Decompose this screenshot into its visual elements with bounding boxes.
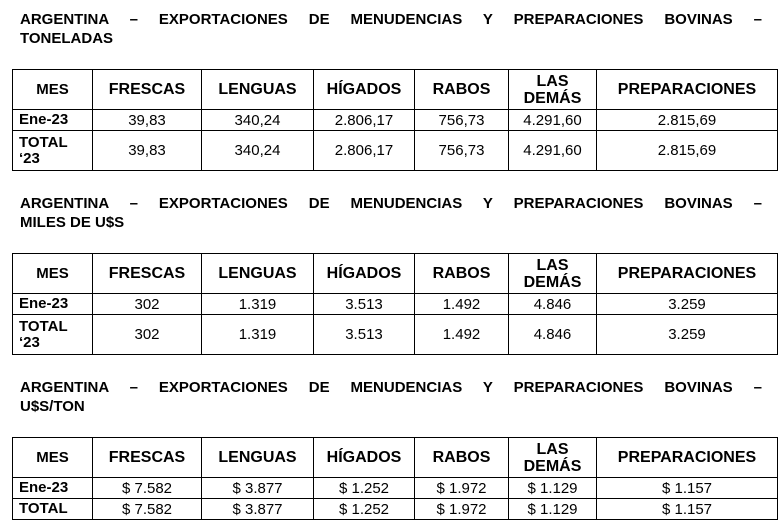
row-label: TOTAL bbox=[13, 499, 93, 520]
cell-higados: 3.513 bbox=[314, 294, 415, 315]
cell-preparaciones: 2.815,69 bbox=[597, 131, 778, 171]
section-2-title-line1: ARGENTINA – EXPORTACIONES DE MENUDENCIAS Y PREPARACIONES BOVINAS – bbox=[20, 195, 762, 212]
cell-higados: $ 1.252 bbox=[314, 499, 415, 520]
table-row bbox=[13, 478, 778, 499]
header-mes: MES bbox=[13, 438, 93, 478]
section-3-title-line1: ARGENTINA – EXPORTACIONES DE MENUDENCIAS Y PREPARACIONES BOVINAS – bbox=[20, 379, 762, 396]
header-mes: MES bbox=[13, 70, 93, 110]
cell-frescas: 39,83 bbox=[93, 110, 202, 131]
cell-las-demas: 4.846 bbox=[509, 294, 597, 315]
cell-preparaciones: $ 1.157 bbox=[597, 499, 778, 520]
cell-lenguas: 340,24 bbox=[202, 110, 314, 131]
cell-las-demas: 4.846 bbox=[509, 315, 597, 355]
header-preparaciones: PREPARACIONES bbox=[597, 70, 778, 110]
section-1-title bbox=[20, 10, 762, 48]
header-rabos: RABOS bbox=[415, 254, 509, 294]
cell-lenguas: $ 3.877 bbox=[202, 499, 314, 520]
section-1-title-line1: ARGENTINA – EXPORTACIONES DE MENUDENCIAS Y PREPARACIONES BOVINAS – bbox=[20, 11, 762, 28]
cell-preparaciones: 3.259 bbox=[597, 294, 778, 315]
cell-las-demas: 4.291,60 bbox=[509, 110, 597, 131]
header-lenguas: LENGUAS bbox=[202, 70, 314, 110]
cell-rabos: $ 1.972 bbox=[415, 478, 509, 499]
cell-rabos: 1.492 bbox=[415, 315, 509, 355]
cell-higados: 2.806,17 bbox=[314, 110, 415, 131]
section-2-title bbox=[20, 194, 762, 232]
row-label: Ene-23 bbox=[13, 110, 93, 131]
table-row bbox=[13, 499, 778, 520]
cell-rabos: 1.492 bbox=[415, 294, 509, 315]
header-higados: HÍGADOS bbox=[314, 438, 415, 478]
cell-lenguas: 1.319 bbox=[202, 294, 314, 315]
header-lenguas: LENGUAS bbox=[202, 438, 314, 478]
row-label: TOTAL ‘23 bbox=[13, 315, 93, 355]
cell-las-demas: $ 1.129 bbox=[509, 499, 597, 520]
table-usd-ton bbox=[12, 437, 778, 520]
cell-higados: 2.806,17 bbox=[314, 131, 415, 171]
section-3-title bbox=[20, 378, 762, 416]
cell-las-demas: $ 1.129 bbox=[509, 478, 597, 499]
header-frescas: FRESCAS bbox=[93, 254, 202, 294]
cell-lenguas: 1.319 bbox=[202, 315, 314, 355]
cell-rabos: $ 1.972 bbox=[415, 499, 509, 520]
row-label: Ene-23 bbox=[13, 478, 93, 499]
table-miles-usd bbox=[12, 253, 778, 355]
table-header-row bbox=[13, 438, 778, 478]
cell-rabos: 756,73 bbox=[415, 131, 509, 171]
table-row bbox=[13, 315, 778, 355]
section-1-title-line2: TONELADAS bbox=[20, 30, 114, 47]
cell-las-demas: 4.291,60 bbox=[509, 131, 597, 171]
cell-frescas: $ 7.582 bbox=[93, 478, 202, 499]
cell-preparaciones: 2.815,69 bbox=[597, 110, 778, 131]
cell-frescas: 39,83 bbox=[93, 131, 202, 171]
cell-higados: $ 1.252 bbox=[314, 478, 415, 499]
header-las-demas: LAS DEMÁS bbox=[509, 438, 597, 478]
header-lenguas: LENGUAS bbox=[202, 254, 314, 294]
header-rabos: RABOS bbox=[415, 438, 509, 478]
cell-preparaciones: 3.259 bbox=[597, 315, 778, 355]
cell-frescas: $ 7.582 bbox=[93, 499, 202, 520]
header-higados: HÍGADOS bbox=[314, 70, 415, 110]
table-row bbox=[13, 110, 778, 131]
header-frescas: FRESCAS bbox=[93, 70, 202, 110]
cell-rabos: 756,73 bbox=[415, 110, 509, 131]
cell-lenguas: $ 3.877 bbox=[202, 478, 314, 499]
header-las-demas: LAS DEMÁS bbox=[509, 254, 597, 294]
header-preparaciones: PREPARACIONES bbox=[597, 438, 778, 478]
header-mes: MES bbox=[13, 254, 93, 294]
header-higados: HÍGADOS bbox=[314, 254, 415, 294]
cell-preparaciones: $ 1.157 bbox=[597, 478, 778, 499]
table-row bbox=[13, 131, 778, 171]
header-las-demas: LAS DEMÁS bbox=[509, 70, 597, 110]
cell-higados: 3.513 bbox=[314, 315, 415, 355]
cell-frescas: 302 bbox=[93, 294, 202, 315]
table-toneladas bbox=[12, 69, 778, 171]
cell-frescas: 302 bbox=[93, 315, 202, 355]
section-2-title-line2: MILES DE U$S bbox=[20, 214, 125, 231]
section-3-title-line2: U$S/TON bbox=[20, 398, 85, 415]
cell-lenguas: 340,24 bbox=[202, 131, 314, 171]
table-header-row bbox=[13, 254, 778, 294]
row-label: Ene-23 bbox=[13, 294, 93, 315]
header-preparaciones: PREPARACIONES bbox=[597, 254, 778, 294]
table-row bbox=[13, 294, 778, 315]
table-header-row bbox=[13, 70, 778, 110]
header-frescas: FRESCAS bbox=[93, 438, 202, 478]
row-label: TOTAL ‘23 bbox=[13, 131, 93, 171]
header-rabos: RABOS bbox=[415, 70, 509, 110]
